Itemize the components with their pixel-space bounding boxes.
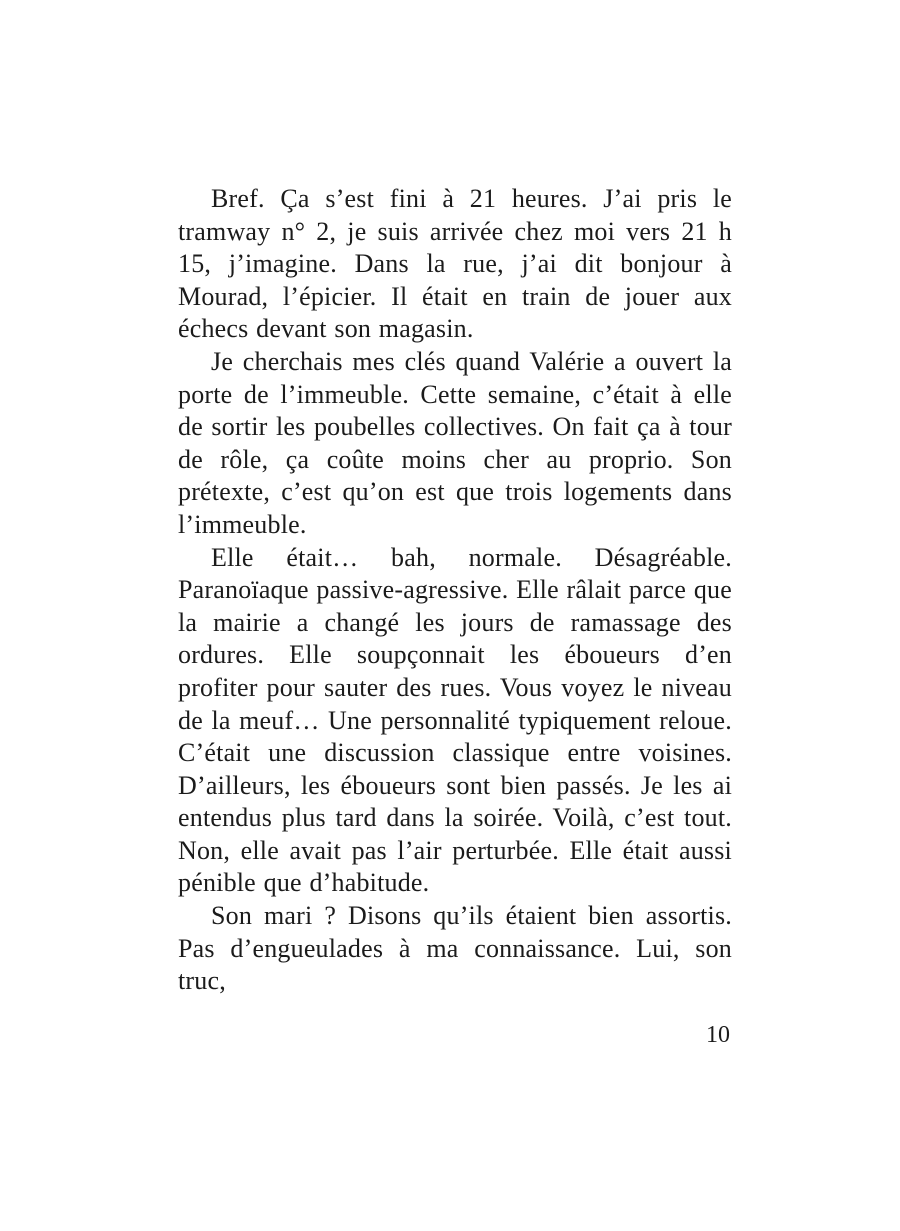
page-number: 10 <box>706 1022 730 1048</box>
paragraph: Je cherchais mes clés quand Valérie a ouvert la porte de l’immeuble. Cette semaine, c’était à elle de sortir les poubelles collectives. On fait ça à tour de rôle, ça coûte moins cher au proprio. Son prétexte, c’est qu’on est que trois logements dans l’immeuble. <box>178 346 732 539</box>
paragraph: Son mari ? Disons qu’ils étaient bien assortis. Pas d’engueulades à ma connaissance. Lui, son truc, <box>178 901 732 996</box>
paragraph: Bref. Ça s’est fini à 21 heures. J’ai pris le tramway n° 2, je suis arrivée chez moi vers 21 h 15, j’imagine. Dans la rue, j’ai dit bonjour à Mourad, l’épicier. Il était en train de jouer aux échecs devant son magasin. <box>178 184 732 344</box>
text-block <box>178 183 732 998</box>
paragraph: Elle était… bah, normale. Désagréable. Paranoïaque passive-agressive. Elle râlait parce que la mairie a changé les jours de ramassage des ordures. Elle soupçonnait les éboueurs d’en profiter pour sauter des rues. Vous voyez le niveau de la meuf… Une personnalité typiquement reloue. C’était une discussion classique entre voisines. D’ailleurs, les éboueurs sont bien passés. Je les ai entendus plus tard dans la soirée. Voilà, c’est tout. Non, elle avait pas l’air perturbée. Elle était aussi pénible que d’habitude. <box>178 542 732 898</box>
